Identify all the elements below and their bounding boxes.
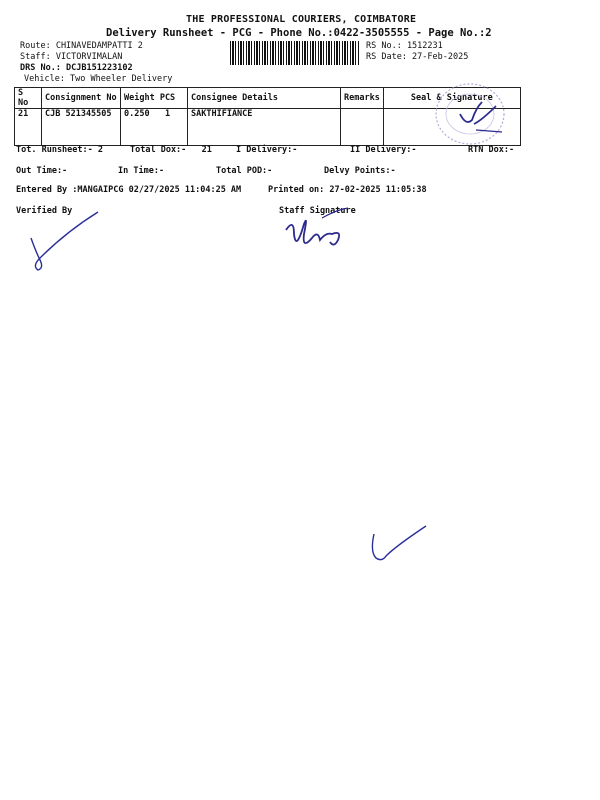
vehicle-label: Vehicle: Two Wheeler Delivery	[24, 74, 173, 84]
total-pod: Total POD:-	[216, 166, 273, 176]
col-header-weight-pcs: Weight PCS	[121, 88, 188, 109]
rs-date: RS Date: 27-Feb-2025	[366, 52, 469, 62]
out-time: Out Time:-	[16, 166, 68, 176]
drs-number: DRS No.: DCJB151223102	[20, 63, 133, 73]
lower-signature-mark-image	[366, 522, 430, 566]
cell-sno: 21	[15, 109, 42, 146]
delvy-points: Delvy Points:-	[324, 166, 396, 176]
cell-consignment: CJB 521345505	[42, 109, 121, 146]
cell-remarks	[341, 109, 384, 146]
barcode-image	[230, 41, 360, 65]
rtn-dox: RTN Dox:-	[468, 145, 515, 155]
col-header-consignment: Consignment No	[42, 88, 121, 109]
staff-label: Staff: VICTORVIMALAN	[20, 52, 123, 62]
col-header-sno: S No	[15, 88, 42, 109]
staff-signature-label: Staff Signature	[279, 206, 356, 216]
rs-number: RS No.: 1512231	[366, 41, 443, 51]
i-delivery: I Delivery:-	[236, 145, 298, 155]
printed-on: Printed on: 27-02-2025 11:05:38	[268, 185, 427, 195]
col-header-seal-signature: Seal & Signature	[383, 88, 520, 109]
cell-weight-pcs: 0.250 1	[121, 109, 188, 146]
total-dox: Total Dox:- 21	[130, 145, 212, 155]
cell-consignee: SAKTHIFIANCE	[188, 109, 341, 146]
total-runsheet: Tot. Runsheet:- 2	[16, 145, 103, 155]
in-time: In Time:-	[118, 166, 165, 176]
route-label: Route: CHINAVEDAMPATTI 2	[20, 41, 143, 51]
company-title: THE PROFESSIONAL COURIERS, COIMBATORE	[186, 14, 417, 25]
ii-delivery: II Delivery:-	[350, 145, 417, 155]
entered-by: Entered By :MANGAIPCG 02/27/2025 11:04:25 AM	[16, 185, 242, 195]
col-header-remarks: Remarks	[341, 88, 384, 109]
col-header-consignee: Consignee Details	[188, 88, 341, 109]
seal-stamp-image	[432, 80, 512, 148]
verified-by-label: Verified By	[16, 206, 73, 216]
runsheet-subtitle: Delivery Runsheet - PCG - Phone No.:0422-3505555 - Page No.:2	[106, 27, 492, 39]
staff-signature-image	[282, 204, 356, 254]
verified-signature-image	[26, 208, 106, 278]
